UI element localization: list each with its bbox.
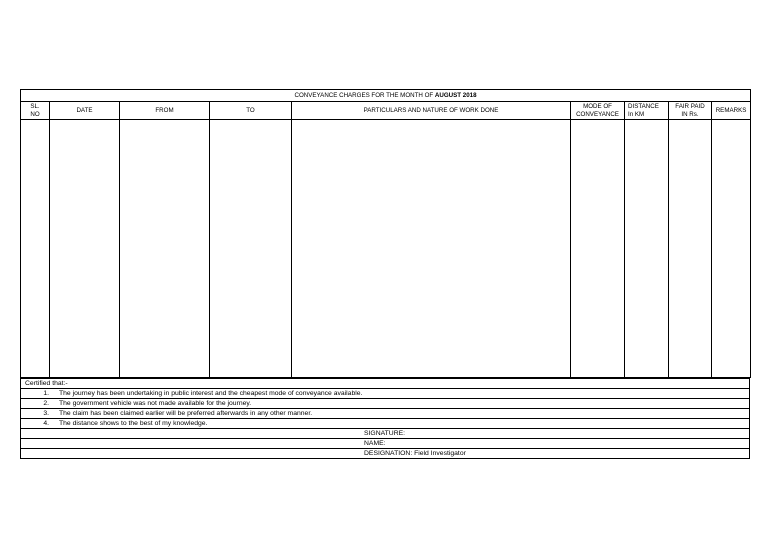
cert-item-number: 4.	[43, 420, 49, 427]
cert-item-text: The distance shows to the best of my knowledge.	[59, 420, 208, 427]
col-header-mode-line1: MODE OF	[583, 103, 612, 110]
cell-particulars[interactable]	[292, 120, 571, 378]
col-header-mode	[571, 102, 625, 120]
cell-remarks[interactable]	[712, 120, 751, 378]
cell-from[interactable]	[120, 120, 210, 378]
signature-field[interactable]: SIGNATURE:	[21, 429, 750, 439]
col-header-fair-line2: IN Rs.	[681, 110, 699, 118]
cell-sl-no[interactable]	[21, 120, 50, 378]
title-month: AUGUST 2018	[434, 91, 477, 99]
col-header-mode-line2: CONVEYANCE	[576, 110, 619, 118]
form-title	[21, 90, 751, 102]
cell-to[interactable]	[210, 120, 292, 378]
certified-heading: Certified that:-	[21, 379, 750, 389]
conveyance-form	[20, 89, 750, 459]
cert-item-number: 2.	[43, 400, 49, 407]
col-header-distance-line2: In KM	[628, 110, 645, 118]
cell-distance[interactable]	[625, 120, 669, 378]
col-header-sl-no	[21, 102, 50, 120]
cell-mode[interactable]	[571, 120, 625, 378]
col-header-to: TO	[210, 102, 292, 120]
cert-item-number: 1.	[43, 390, 49, 397]
col-header-date: DATE	[50, 102, 120, 120]
col-header-distance	[625, 102, 669, 120]
col-header-fair-line1: FAIR PAID	[675, 103, 705, 110]
cert-item	[21, 399, 750, 409]
name-field[interactable]: NAME:	[21, 439, 750, 449]
cert-item-text: The claim has been claimed earlier will be preferred afterwards in any other manner.	[59, 410, 313, 417]
col-header-remarks: REMARKS	[712, 102, 751, 120]
cert-item-number: 3.	[43, 410, 49, 417]
title-prefix: CONVEYANCE CHARGES FOR THE MONTH OF	[294, 91, 434, 99]
cert-item	[21, 409, 750, 419]
col-header-fair-paid	[669, 102, 712, 120]
col-header-sl-line2: NO	[30, 110, 40, 118]
entry-area	[21, 120, 751, 378]
conveyance-table	[20, 89, 751, 378]
col-header-from: FROM	[120, 102, 210, 120]
certification-table	[20, 378, 750, 459]
col-header-distance-line1: DISTANCE	[628, 103, 659, 110]
cert-item-text: The journey has been undertaking in public interest and the cheapest mode of conveyance available.	[59, 390, 363, 397]
col-header-particulars: PARTICULARS AND NATURE OF WORK DONE	[292, 102, 571, 120]
header-row	[21, 102, 751, 120]
cell-date[interactable]	[50, 120, 120, 378]
col-header-sl-line1: SL.	[30, 103, 40, 110]
cert-item-text: The government vehicle was not made available for the journey.	[59, 400, 252, 407]
designation-field: DESIGNATION: Field Investigator	[21, 449, 750, 459]
cell-fair-paid[interactable]	[669, 120, 712, 378]
cert-item	[21, 389, 750, 399]
cert-item	[21, 419, 750, 429]
